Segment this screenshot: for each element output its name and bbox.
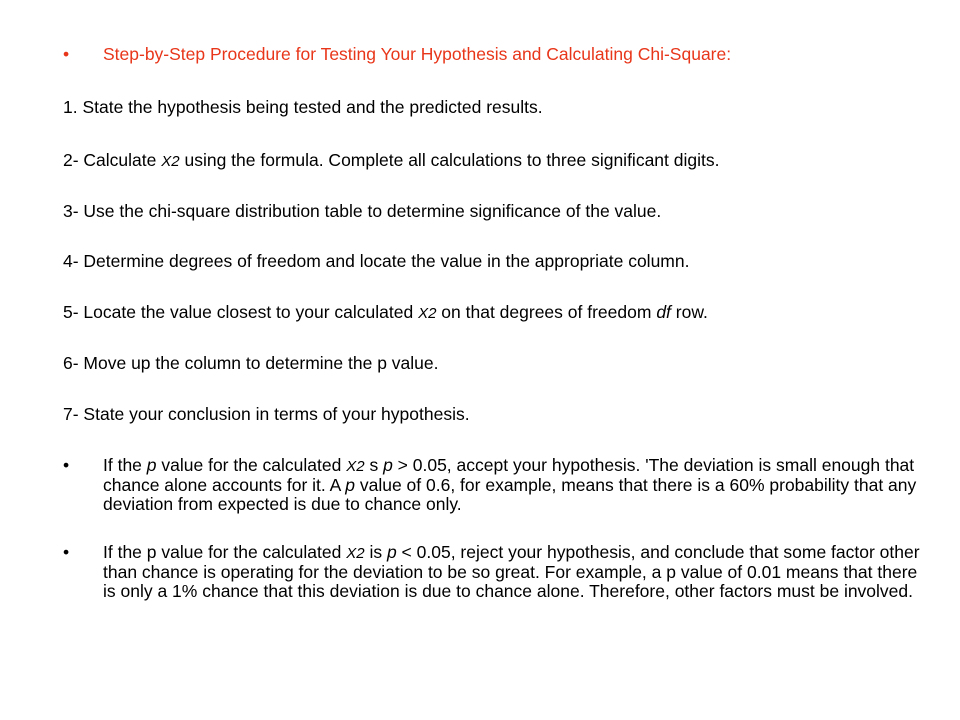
chi-square-symbol: X2 (346, 458, 365, 475)
p-term: p (386, 542, 397, 562)
chi-square-symbol: X2 (346, 545, 365, 562)
bullet-1-text (103, 456, 923, 514)
step-5 (63, 301, 943, 325)
step-1-text: 1. State the hypothesis being tested and the predicted results. (63, 97, 543, 117)
step-6-text: 6- Move up the column to determine the p value. (63, 353, 439, 373)
step-2-text-a: 2- Calculate (63, 150, 162, 170)
p-term: p (345, 475, 355, 495)
step-6 (63, 352, 943, 374)
step-5-text-c: row. (670, 302, 708, 322)
p-term: p (383, 455, 393, 475)
bullet-1-part-d: > 0.05, accept your hypothesis. 'The deviation is small enough that chance alone accounts for it. A (103, 455, 915, 495)
chi-square-symbol: X2 (418, 305, 437, 322)
df-term: df (656, 302, 671, 322)
step-2 (63, 149, 943, 173)
step-4-text: 4- Determine degrees of freedom and locate the value in the appropriate column. (63, 251, 690, 271)
step-7-text: 7- State your conclusion in terms of your hypothesis. (63, 404, 470, 424)
accept-hypothesis-note (63, 456, 923, 514)
step-4 (63, 250, 943, 272)
bullet-1-part-c: s (364, 455, 384, 475)
step-3-text: 3- Use the chi-square distribution table to determine significance of the value. (63, 201, 662, 221)
heading-text: Step-by-Step Procedure for Testing Your Hypothesis and Calculating Chi-Square: (103, 44, 732, 64)
bullet-2-part-b: is (364, 542, 387, 562)
chi-square-symbol: X2 (161, 153, 180, 170)
heading-bullet: • (63, 44, 70, 64)
procedure-heading (63, 43, 943, 65)
step-2-text-b: using the formula. Complete all calculations to three significant digits. (179, 150, 720, 170)
bullet-1-marker: • (63, 455, 70, 475)
bullet-1-part-a: If the (103, 455, 147, 475)
bullet-2-marker: • (63, 542, 70, 562)
bullet-2-part-a: If the p value for the calculated (103, 542, 347, 562)
step-1 (63, 96, 943, 118)
step-5-text-b: on that degrees of freedom (436, 302, 657, 322)
bullet-2-part-c: < 0.05, reject your hypothesis, and conclude that some factor other than chance is operating for the deviation to be so great. For example, a p value of 0.01 means that there is only a 1% chance that this deviation is due to chance alone. Therefore, other factors must be involved. (103, 542, 920, 601)
bullet-2-text (103, 543, 923, 601)
step-3 (63, 200, 943, 222)
step-7 (63, 403, 943, 425)
p-term: p (146, 455, 157, 475)
step-5-text-a: 5- Locate the value closest to your calculated (63, 302, 419, 322)
bullet-1-part-b: value for the calculated (156, 455, 347, 475)
bullet-1-part-e: value of 0.6, for example, means that there is a 60% probability that any deviation from expected is due to chance only. (103, 475, 917, 514)
reject-hypothesis-note (63, 543, 923, 601)
